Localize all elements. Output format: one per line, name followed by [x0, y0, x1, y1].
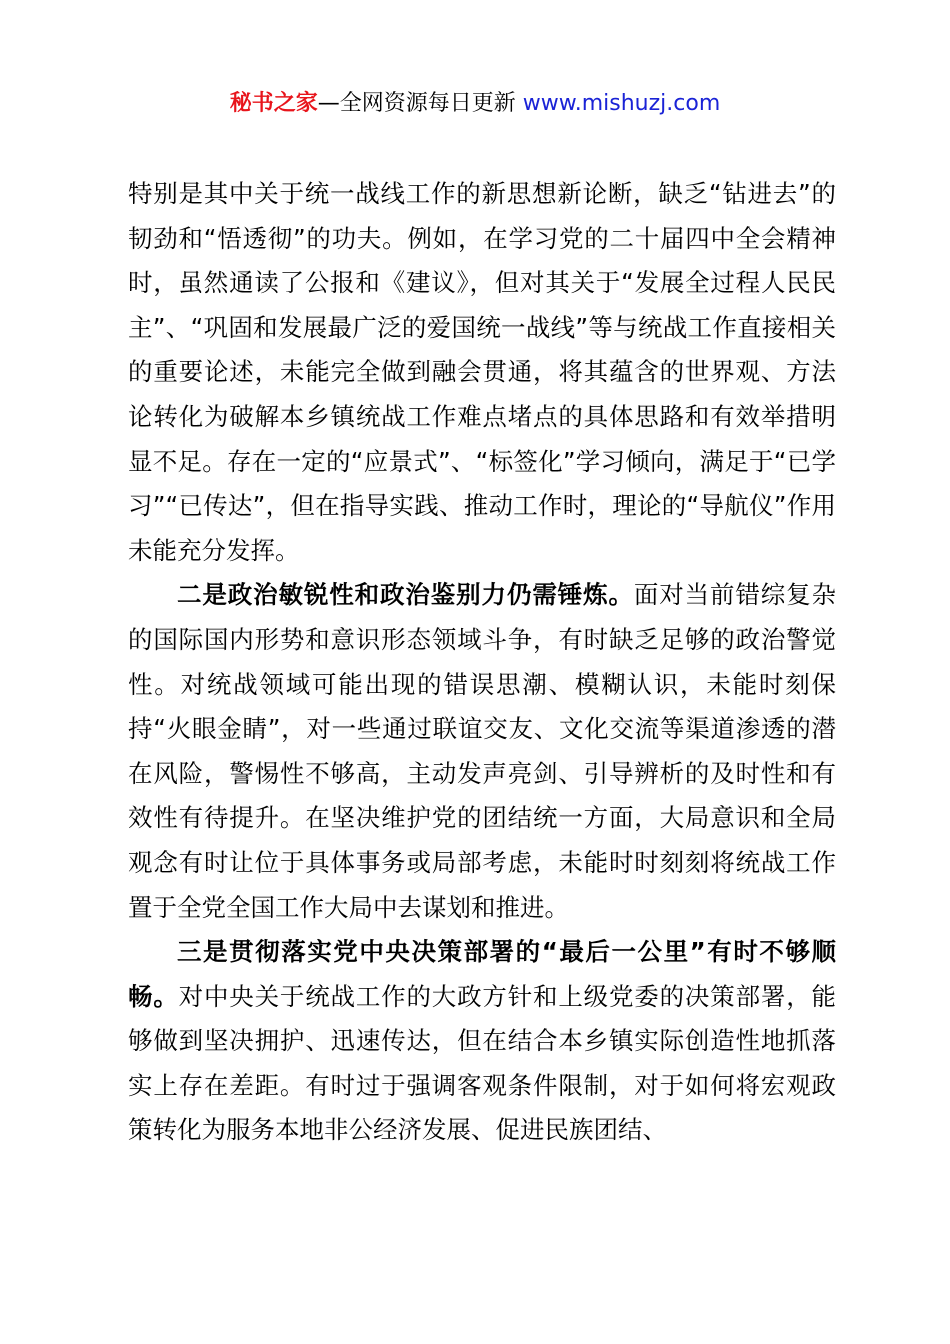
paragraph-text: 特别是其中关于统一战线工作的新思想新论断，缺乏“钻进去”的韧劲和“悟透彻”的功夫。例如，在学习党的二十届四中全会精神时，虽然通读了公报和《建议》，但对其关于“发展全过程人民民主”、“巩固和发展最广泛的爱国统一战线”等与统战工作直接相关的重要论述，未能完全做到融会贯通，将其蕴含的世界观、方法论转化为破解本乡镇统战工作难点堵点的具体思路和有效举措明显不足。存在一定的“应景式”、“标签化”学习倾向，满足于“已学习”“已传达”，但在指导实践、推动工作时，理论的“导航仪”作用未能充分发挥。 [128, 179, 836, 565]
paragraph-third-point [128, 930, 836, 1153]
header-tagline: —全网资源每日更新 [317, 91, 523, 116]
brand-name: 秘书之家 [229, 91, 318, 116]
document-body [128, 172, 836, 1153]
paragraph-text: 面对当前错综复杂的国际国内形势和意识形态领域斗争，有时缺乏足够的政治警觉性。对统战领域可能出现的错误思潮、模糊认识，未能时刻保持“火眼金睛”，对一些通过联谊交友、文化交流等渠道渗透的潜在风险，警惕性不够高，主动发声亮剑、引导辨析的及时性和有效性有待提升。在坚决维护党的团结统一方面，大局意识和全局观念有时让位于具体事务或局部考虑，未能时时刻刻将统战工作置于全党全国工作大局中去谋划和推进。 [128, 580, 837, 922]
paragraph-lead-heading: 三是贯彻落实党中央决策部署的“最后一公里”有时不够顺畅。 [128, 937, 836, 1011]
page-header [0, 88, 950, 120]
site-url-link[interactable]: www.mishuzj.com [522, 91, 721, 116]
paragraph-text: 对中央关于统战工作的大政方针和上级党委的决策部署，能够做到坚决拥护、迅速传达，但在结合本乡镇实际创造性地抓落实上存在差距。有时过于强调客观条件限制，对于如何将宏观政策转化为服务本地非公经济发展、促进民族团结、 [128, 981, 837, 1145]
paragraph-second-point [128, 573, 836, 930]
paragraph-lead-heading: 二是政治敏锐性和政治鉴别力仍需锤炼。 [177, 580, 634, 610]
paragraph-continuation [128, 172, 836, 573]
